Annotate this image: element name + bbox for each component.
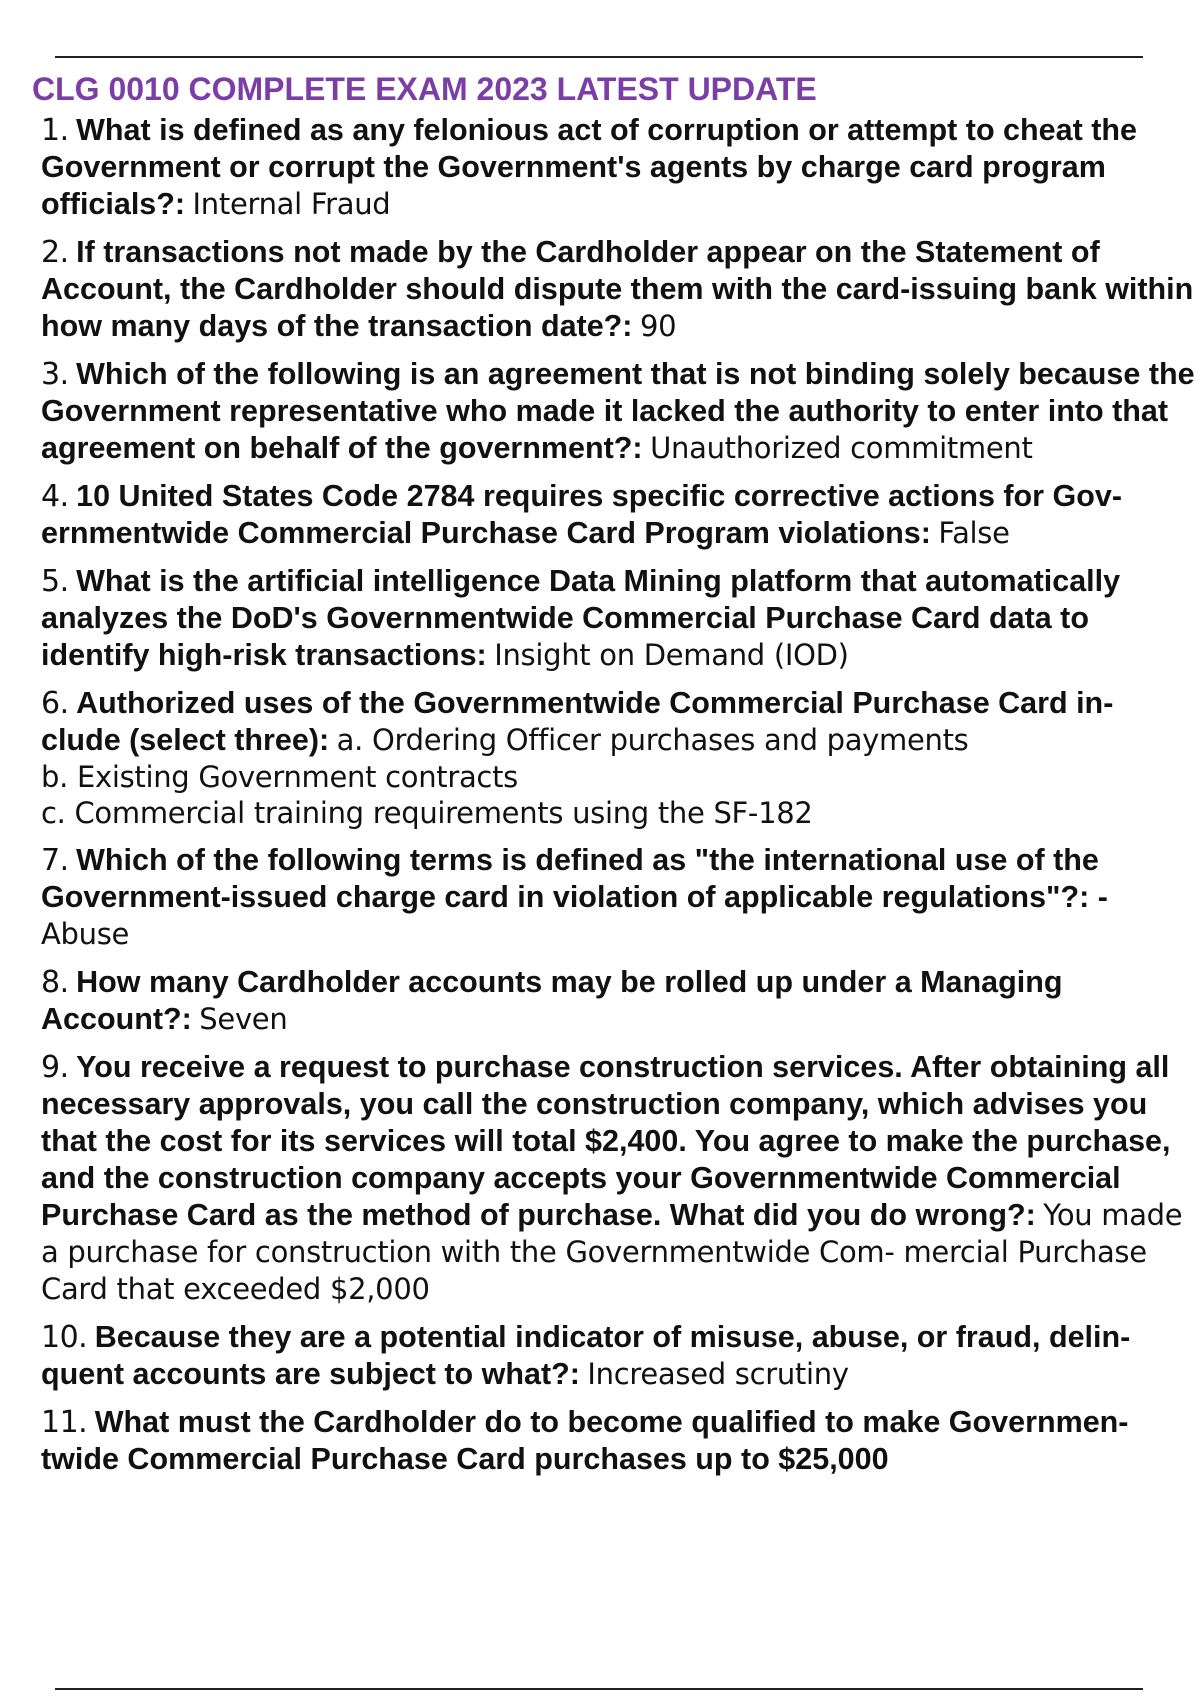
top-rule bbox=[55, 56, 1143, 58]
answer-text: Seven bbox=[199, 1002, 288, 1036]
qa-item-9 bbox=[41, 1049, 1196, 1308]
question-number: 5. bbox=[41, 564, 69, 599]
question-number: 4. bbox=[41, 479, 69, 514]
bottom-rule bbox=[55, 1688, 1143, 1690]
question-text: Because they are a potential indicator of misuse, abuse, or fraud, delin- quent accounts are subject to what?: bbox=[41, 1320, 1131, 1391]
qa-item-1 bbox=[41, 112, 1196, 223]
qa-item-3 bbox=[41, 356, 1196, 467]
answer-text: Abuse bbox=[41, 917, 130, 951]
answer-text: a. Ordering Officer purchases and payments bbox=[336, 723, 969, 757]
question-number: 9. bbox=[41, 1050, 69, 1085]
answer-text: Internal Fraud bbox=[192, 187, 391, 221]
qa-item-2 bbox=[41, 234, 1196, 345]
question-number: 11. bbox=[41, 1405, 88, 1440]
question-number: 8. bbox=[41, 965, 69, 1000]
question-text: Which of the following terms is defined as "the international use of the Government-issued charge card in violation of applicable regulations"?: - bbox=[41, 843, 1108, 914]
answer-text: False bbox=[938, 516, 1010, 550]
question-text: What is the artificial intelligence Data Mining platform that automatically analyzes the DoD's Governmentwide Commercial Purchase Card data to identify high-risk transactions: bbox=[41, 564, 1121, 672]
qa-item-10 bbox=[41, 1319, 1196, 1393]
qa-item-8 bbox=[41, 964, 1196, 1038]
question-text: How many Cardholder accounts may be rolled up under a Managing Account?: bbox=[41, 965, 1063, 1036]
answer-text: 90 bbox=[639, 309, 677, 343]
answer-text: Increased scrutiny bbox=[587, 1357, 849, 1391]
question-text: Which of the following is an agreement that is not binding solely because the Government representative who made it lacked the authority to enter into that agreement on behalf of the government?: bbox=[41, 357, 1195, 465]
answer-text: Insight on Demand (IOD) bbox=[494, 638, 849, 672]
question-number: 7. bbox=[41, 843, 69, 878]
qa-item-6 bbox=[41, 685, 1196, 831]
question-number: 10. bbox=[41, 1320, 88, 1355]
qa-item-7 bbox=[41, 842, 1196, 953]
question-text: 10 United States Code 2784 requires specific corrective actions for Gov- ernmentwide Commercial Purchase Card Program violations: bbox=[41, 479, 1122, 550]
question-text: Authorized uses of the Governmentwide Commercial Purchase Card in- clude (select three): bbox=[41, 686, 1114, 757]
question-text: What is defined as any felonious act of corruption or attempt to cheat the Government or corrupt the Government's agents by charge card program officials?: bbox=[41, 113, 1137, 221]
question-number: 3. bbox=[41, 357, 69, 392]
qa-item-5 bbox=[41, 563, 1196, 674]
question-number: 2. bbox=[41, 235, 69, 270]
question-number: 6. bbox=[41, 686, 69, 721]
qa-item-4 bbox=[41, 478, 1196, 552]
question-text: What must the Cardholder do to become qualified to make Governmen- twide Commercial Purchase Card purchases up to $25,000 bbox=[41, 1405, 1129, 1476]
qa-item-11 bbox=[41, 1404, 1196, 1478]
answer-text: You made a purchase for construction with the Governmentwide Com- mercial Purchase Card that exceeded $2,000 bbox=[41, 1198, 1183, 1306]
answer-text: Unauthorized commitment bbox=[650, 431, 1033, 465]
question-text: You receive a request to purchase construction services. After obtaining all necessary approvals, you call the construction company, which advises you that the cost for its services will total $2,400. You agree to make the purchase, and the construction company accepts your Governmentwide Commercial Purchase Card as the method of purchase. What did you do wrong?: bbox=[41, 1050, 1171, 1232]
answer-option: b. Existing Government contracts bbox=[41, 760, 518, 794]
answer-option: c. Commercial training requirements using the SF-182 bbox=[41, 796, 813, 830]
question-text: If transactions not made by the Cardholder appear on the Statement of Account, the Cardholder should dispute them with the card-issuing bank within how many days of the transaction date?: bbox=[41, 235, 1194, 343]
question-list bbox=[41, 112, 1196, 1489]
question-number: 1. bbox=[41, 113, 69, 148]
document-title: CLG 0010 COMPLETE EXAM 2023 LATEST UPDATE bbox=[32, 71, 817, 107]
